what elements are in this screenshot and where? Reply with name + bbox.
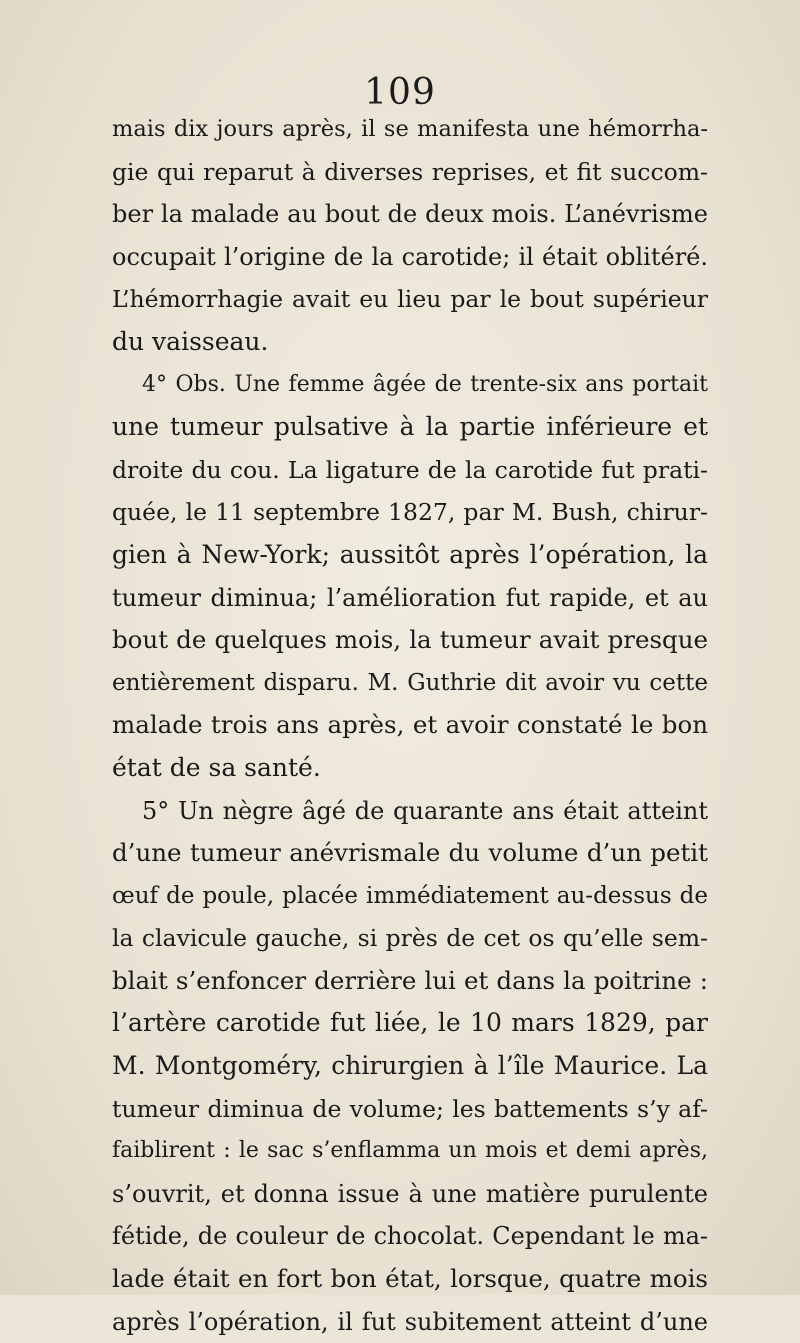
text-line: M. Montgoméry, chirurgien à l’île Maurice. La	[112, 1051, 708, 1081]
text-line: lade était en fort bon état, lorsque, quatre mois	[112, 1264, 708, 1294]
text-line: entièrement disparu. M. Guthrie dit avoir vu cette	[112, 669, 708, 696]
text-line: gien à New-York; aussitôt après l’opération, la	[112, 539, 708, 569]
text-line: après l’opération, il fut subitement atteint d’une	[112, 1307, 708, 1336]
text-line: gie qui reparut à diverses reprises, et fit succom-	[112, 157, 708, 186]
body-text	[112, 108, 708, 1343]
text-line: mais dix jours après, il se manifesta une hémorrha-	[112, 116, 708, 142]
text-line: 5° Un nègre âgé de quarante ans était atteint	[142, 796, 708, 825]
text-line: faiblirent : le sac s’enflamma un mois et demi après,	[112, 1138, 708, 1164]
text-line: l’artère carotide fut liée, le 10 mars 1829, par	[112, 1008, 708, 1038]
text-line: tumeur diminua de volume; les battements s’y af-	[112, 1094, 708, 1123]
text-line: état de sa santé.	[112, 752, 321, 782]
page-number: 109	[364, 72, 436, 113]
text-line: blait s’enfoncer derrière lui et dans la poitrine :	[112, 965, 708, 995]
text-line: droite du cou. La ligature de la carotide fut prati-	[112, 455, 708, 484]
text-line: tumeur diminua; l’amélioration fut rapide, et au	[112, 583, 708, 612]
text-line: bout de quelques mois, la tumeur avait presque	[112, 625, 708, 655]
text-line: L’hémorrhagie avait eu lieu par le bout supérieur	[112, 285, 708, 314]
text-line: du vaisseau.	[112, 326, 269, 356]
text-line: une tumeur pulsative à la partie inférieure et	[112, 412, 708, 442]
text-line: malade trois ans après, et avoir constaté le bon	[112, 710, 708, 740]
text-line: fétide, de couleur de chocolat. Cependant le ma-	[112, 1222, 708, 1251]
text-line: d’une tumeur anévrismale du volume d’un petit	[112, 838, 708, 868]
text-line: la clavicule gauche, si près de cet os qu’elle sem-	[112, 924, 708, 953]
text-line: ber la malade au bout de deux mois. L’anévrisme	[112, 200, 708, 229]
text-line: œuf de poule, placée immédiatement au-dessus de	[112, 882, 708, 909]
text-line: occupait l’origine de la carotide; il était oblitéré.	[112, 242, 708, 271]
text-line: s’ouvrit, et donna issue à une matière purulente	[112, 1179, 708, 1208]
text-line: quée, le 11 septembre 1827, par M. Bush, chirur-	[112, 498, 708, 527]
text-line: 4° Obs. Une femme âgée de trente-six ans portait	[142, 371, 708, 397]
